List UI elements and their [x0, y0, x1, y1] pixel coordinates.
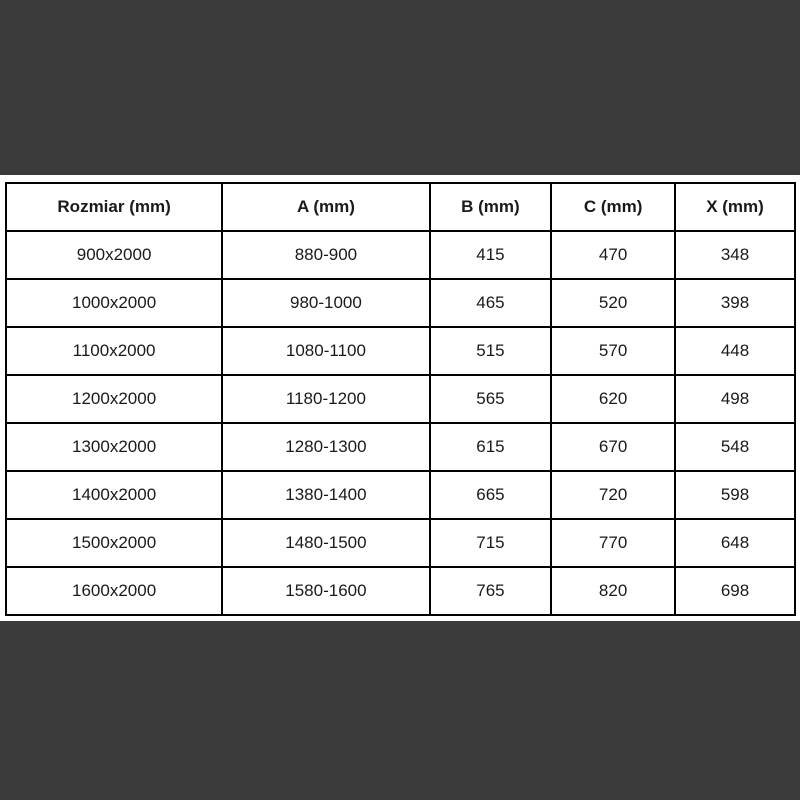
table-cell: 665: [430, 471, 552, 519]
table-cell: 648: [675, 519, 795, 567]
table-cell: 1500x2000: [6, 519, 222, 567]
table-cell: 1400x2000: [6, 471, 222, 519]
table-cell: 715: [430, 519, 552, 567]
table-row: [6, 327, 795, 375]
table-cell: 1080-1100: [222, 327, 430, 375]
table-row: [6, 471, 795, 519]
table-cell: 1600x2000: [6, 567, 222, 615]
table-cell: 1580-1600: [222, 567, 430, 615]
table-cell: 765: [430, 567, 552, 615]
table-cell: 498: [675, 375, 795, 423]
column-header: B (mm): [430, 183, 552, 231]
column-header: A (mm): [222, 183, 430, 231]
table-cell: 398: [675, 279, 795, 327]
table-cell: 1000x2000: [6, 279, 222, 327]
table-cell: 1100x2000: [6, 327, 222, 375]
table-cell: 698: [675, 567, 795, 615]
table-row: [6, 279, 795, 327]
table-cell: 620: [551, 375, 675, 423]
table-row: [6, 519, 795, 567]
table-cell: 1380-1400: [222, 471, 430, 519]
table-row: [6, 423, 795, 471]
table-cell: 615: [430, 423, 552, 471]
table-cell: 1280-1300: [222, 423, 430, 471]
table-cell: 548: [675, 423, 795, 471]
table-row: [6, 375, 795, 423]
table-cell: 770: [551, 519, 675, 567]
table-row: [6, 567, 795, 615]
table-cell: 470: [551, 231, 675, 279]
table-cell: 1200x2000: [6, 375, 222, 423]
header-row: [6, 183, 795, 231]
table-row: [6, 231, 795, 279]
table-cell: 598: [675, 471, 795, 519]
table-cell: 520: [551, 279, 675, 327]
table-cell: 980-1000: [222, 279, 430, 327]
table-cell: 448: [675, 327, 795, 375]
spec-sheet: [0, 175, 800, 621]
table-cell: 880-900: [222, 231, 430, 279]
table-cell: 670: [551, 423, 675, 471]
table-cell: 1180-1200: [222, 375, 430, 423]
table-cell: 1480-1500: [222, 519, 430, 567]
column-header: X (mm): [675, 183, 795, 231]
column-header: C (mm): [551, 183, 675, 231]
table-body: [6, 231, 795, 615]
table-cell: 720: [551, 471, 675, 519]
table-cell: 820: [551, 567, 675, 615]
table-cell: 900x2000: [6, 231, 222, 279]
table-cell: 570: [551, 327, 675, 375]
column-header: Rozmiar (mm): [6, 183, 222, 231]
table-cell: 465: [430, 279, 552, 327]
table-cell: 348: [675, 231, 795, 279]
table-cell: 1300x2000: [6, 423, 222, 471]
table-header: [6, 183, 795, 231]
table-cell: 415: [430, 231, 552, 279]
size-spec-table: [5, 182, 796, 616]
table-cell: 565: [430, 375, 552, 423]
table-cell: 515: [430, 327, 552, 375]
